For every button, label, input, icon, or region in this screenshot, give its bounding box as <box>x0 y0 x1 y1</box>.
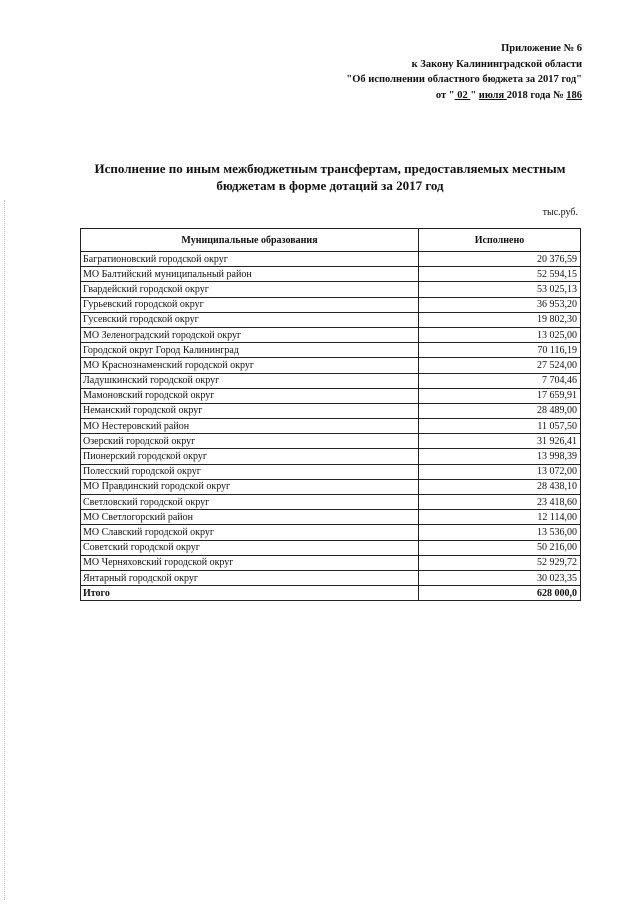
municipality-name: Янтарный городской округ <box>81 570 419 585</box>
executed-value: 12 114,00 <box>419 510 581 525</box>
executed-value: 13 072,00 <box>419 464 581 479</box>
date-year: 2018 года № <box>506 89 567 101</box>
municipality-name: Пионерский городской округ <box>81 449 419 464</box>
table-row <box>81 555 581 570</box>
executed-value: 36 953,20 <box>419 297 581 312</box>
municipality-name: МО Черняховский городской округ <box>81 555 419 570</box>
table-row <box>81 464 581 479</box>
executed-value: 23 418,60 <box>419 495 581 510</box>
municipality-name: МО Балтийский муниципальный район <box>81 267 419 282</box>
table-row <box>81 434 581 449</box>
municipality-name: Гусевский городской округ <box>81 312 419 327</box>
table-row <box>81 282 581 297</box>
table-row <box>81 403 581 418</box>
municipality-name: Советский городской округ <box>81 540 419 555</box>
table-row <box>81 479 581 494</box>
table-row <box>81 297 581 312</box>
executed-value: 50 216,00 <box>419 540 581 555</box>
municipality-name: Гурьевский городской округ <box>81 297 419 312</box>
table-row <box>81 419 581 434</box>
executed-value: 13 536,00 <box>419 525 581 540</box>
document-title <box>80 160 580 194</box>
executed-value: 13 998,39 <box>419 449 581 464</box>
date-month: июля <box>478 89 507 101</box>
municipality-name: Мамоновский городской округ <box>81 388 419 403</box>
table-row <box>81 343 581 358</box>
units-label: тыс.руб. <box>542 207 578 218</box>
table-row <box>81 570 581 585</box>
appendix-law: к Закону Калининградской области <box>411 58 582 70</box>
appendix-header <box>346 41 582 103</box>
table-row <box>81 540 581 555</box>
date-mid: " <box>470 89 479 101</box>
total-value: 628 000,0 <box>419 586 581 601</box>
total-label: Итого <box>81 586 419 601</box>
municipality-name: Багратионовский городской округ <box>81 252 419 267</box>
date-day: 02 <box>454 89 471 101</box>
municipality-name: Озерский городской округ <box>81 434 419 449</box>
executed-value: 13 025,00 <box>419 327 581 342</box>
header-executed: Исполнено <box>419 229 581 252</box>
municipality-name: Гвардейский городской округ <box>81 282 419 297</box>
appendix-law-title: "Об исполнении областного бюджета за 2017 год" <box>346 74 582 85</box>
executed-value: 11 057,50 <box>419 419 581 434</box>
date-prefix: от " <box>435 89 455 101</box>
appendix-number: Приложение № 6 <box>501 43 582 54</box>
page-margin-marks <box>4 200 7 900</box>
municipality-name: Ладушкинский городской округ <box>81 373 419 388</box>
law-number: 186 <box>566 89 582 101</box>
executed-value: 31 926,41 <box>419 434 581 449</box>
table-row <box>81 252 581 267</box>
title-line-1: Исполнение по иным межбюджетным трансфертам, предоставляемых местным <box>94 161 566 176</box>
table-row <box>81 449 581 464</box>
total-row <box>81 586 581 601</box>
table-row <box>81 327 581 342</box>
executed-value: 27 524,00 <box>419 358 581 373</box>
title-line-2: бюджетам в форме дотаций за 2017 год <box>216 178 444 193</box>
appendix-date-line <box>346 88 582 104</box>
municipality-name: МО Зеленоградский городской округ <box>81 327 419 342</box>
municipality-name: МО Светлогорский район <box>81 510 419 525</box>
executed-value: 30 023,35 <box>419 570 581 585</box>
table-row <box>81 267 581 282</box>
executed-value: 53 025,13 <box>419 282 581 297</box>
table-row <box>81 373 581 388</box>
municipality-name: МО Нестеровский район <box>81 419 419 434</box>
executed-value: 28 438,10 <box>419 479 581 494</box>
executed-value: 17 659,91 <box>419 388 581 403</box>
table-header-row <box>81 229 581 252</box>
executed-value: 20 376,59 <box>419 252 581 267</box>
table-row <box>81 525 581 540</box>
municipality-name: МО Правдинский городской округ <box>81 479 419 494</box>
municipality-name: МО Краснознаменский городской округ <box>81 358 419 373</box>
transfers-table <box>80 228 581 601</box>
table-row <box>81 358 581 373</box>
municipality-name: Полесский городской округ <box>81 464 419 479</box>
table-row <box>81 510 581 525</box>
table-row <box>81 495 581 510</box>
municipality-name: Городской округ Город Калининград <box>81 343 419 358</box>
table-row <box>81 388 581 403</box>
table-row <box>81 312 581 327</box>
header-municipality: Муниципальные образования <box>81 229 419 252</box>
executed-value: 52 929,72 <box>419 555 581 570</box>
municipality-name: Светловский городской округ <box>81 495 419 510</box>
executed-value: 70 116,19 <box>419 343 581 358</box>
municipality-name: Неманский городской округ <box>81 403 419 418</box>
executed-value: 19 802,30 <box>419 312 581 327</box>
executed-value: 52 594,15 <box>419 267 581 282</box>
executed-value: 7 704,46 <box>419 373 581 388</box>
executed-value: 28 489,00 <box>419 403 581 418</box>
municipality-name: МО Славский городской округ <box>81 525 419 540</box>
